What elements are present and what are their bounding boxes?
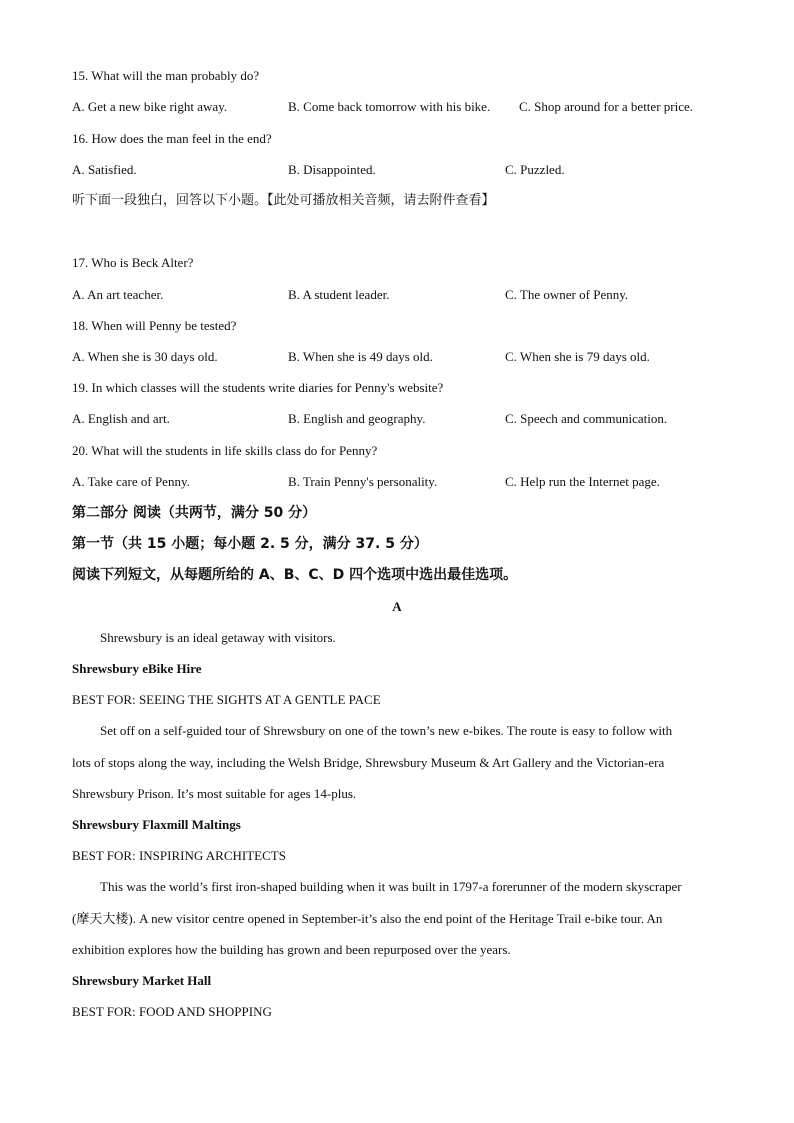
part2-section1-title: 第一节（共 15 小题；每小题 2. 5 分，满分 37. 5 分） [72,536,428,552]
question-18-option-b: B. When she is 49 days old. [288,349,433,364]
question-15-option-b: B. Come back tomorrow with his bike. [288,99,491,114]
section-best-for-ebike-hire: BEST FOR: SEEING THE SIGHTS AT A GENTLE PACE [72,692,381,707]
ebike-paragraph-line-3: Shrewsbury Prison. It’s most suitable for ages 14-plus. [72,786,357,801]
flaxmill-paragraph-line-3: exhibition explores how the building has grown and been repurposed over the years. [72,942,511,957]
flaxmill-paragraph-line-2: (摩天大楼). A new visitor centre opened in September-it’s also the end point of the Heritage Trail e-bike tour. An [72,911,663,926]
question-16-option-a: A. Satisfied. [72,162,137,177]
question-17-stem: 17. Who is Beck Alter? [72,255,194,270]
part2-instruction: 阅读下列短文，从每题所给的 A、B、C、D 四个选项中选出最佳选项。 [72,567,518,583]
question-16-option-c: C. Puzzled. [505,162,565,177]
question-17-option-b: B. A student leader. [288,287,390,302]
question-17-option-c: C. The owner of Penny. [505,287,629,302]
passage-label: A [392,599,402,614]
ebike-paragraph-line-1: Set off on a self-guided tour of Shrewsbury on one of the town’s new e-bikes. The route is easy to follow with [100,723,673,738]
question-20-stem: 20. What will the students in life skills class do for Penny? [72,443,378,458]
question-18-option-c: C. When she is 79 days old. [505,349,650,364]
question-19-option-a: A. English and art. [72,411,170,426]
section-heading-flaxmill-maltings: Shrewsbury Flaxmill Maltings [72,817,241,832]
monologue-instruction: 听下面一段独白，回答以下小题。【此处可播放相关音频，请去附件查看】 [72,193,495,208]
section-best-for-market-hall: BEST FOR: FOOD AND SHOPPING [72,1004,272,1019]
question-16-stem: 16. How does the man feel in the end? [72,131,272,146]
question-20-option-c: C. Help run the Internet page. [505,474,660,489]
part2-title: 第二部分 阅读（共两节，满分 50 分） [72,505,317,521]
question-15-option-a: A. Get a new bike right away. [72,99,228,114]
question-20-option-a: A. Take care of Penny. [72,474,190,489]
question-18-stem: 18. When will Penny be tested? [72,318,237,333]
question-19-option-c: C. Speech and communication. [505,411,668,426]
question-19-option-b: B. English and geography. [288,411,426,426]
passage-intro: Shrewsbury is an ideal getaway with visitors. [100,630,336,645]
question-17-option-a: A. An art teacher. [72,287,164,302]
question-18-option-a: A. When she is 30 days old. [72,349,218,364]
section-heading-ebike-hire: Shrewsbury eBike Hire [72,661,202,676]
question-15-stem: 15. What will the man probably do? [72,68,260,83]
ebike-paragraph-line-2: lots of stops along the way, including the Welsh Bridge, Shrewsbury Museum & Art Gallery and the Victorian-era [72,755,665,770]
question-15-option-c: C. Shop around for a better price. [519,99,694,114]
question-19-stem: 19. In which classes will the students write diaries for Penny's website? [72,380,444,395]
section-best-for-flaxmill-maltings: BEST FOR: INSPIRING ARCHITECTS [72,848,286,863]
section-heading-market-hall: Shrewsbury Market Hall [72,973,212,988]
question-20-option-b: B. Train Penny's personality. [288,474,438,489]
question-16-option-b: B. Disappointed. [288,162,376,177]
flaxmill-paragraph-line-1: This was the world’s first iron-shaped building when it was built in 1797-a forerunner of the modern skyscraper [100,879,682,894]
